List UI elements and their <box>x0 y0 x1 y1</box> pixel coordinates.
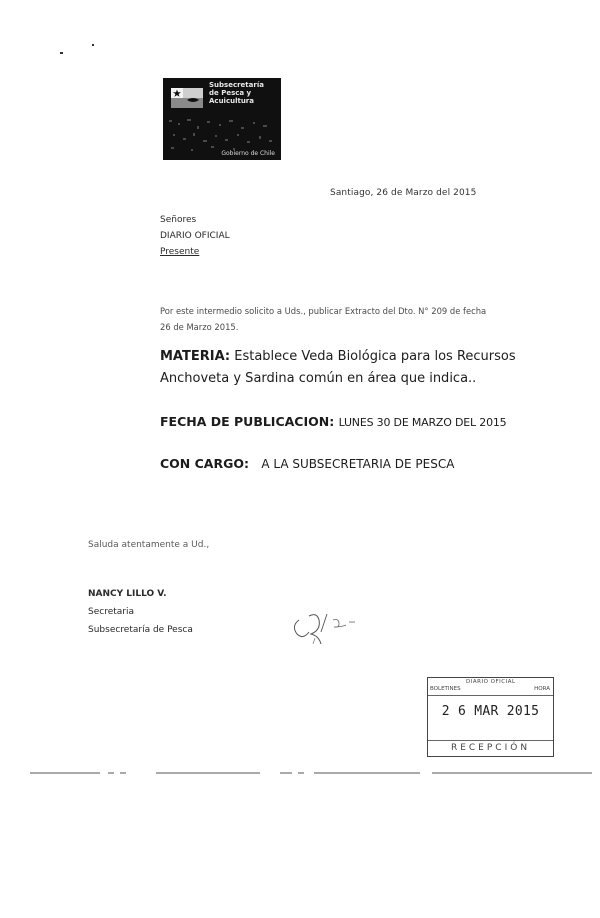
stamp-header-left: BOLETINES <box>430 686 461 692</box>
addressee-block <box>160 212 230 260</box>
scan-speck <box>60 52 63 54</box>
logo-line-2: de Pesca y <box>209 89 252 97</box>
charge-value: A LA SUBSECRETARIA DE PESCA <box>261 457 455 471</box>
government-logo <box>163 78 281 160</box>
publication-date-line <box>160 414 506 429</box>
signer-name: NANCY LILLO V. <box>88 589 167 599</box>
chile-flag-icon <box>167 82 207 114</box>
charge-label: CON CARGO: <box>160 456 249 471</box>
signer-block <box>88 585 193 639</box>
addressee-presente: Presente <box>160 247 200 257</box>
addressee-salutation: Señores <box>160 215 197 225</box>
signer-organization: Subsecretaría de Pesca <box>88 625 193 635</box>
stamp-header <box>428 678 553 696</box>
materia-text: Establece Veda Biológica para los Recursos Anchoveta y Sardina común en área que indica.. <box>160 349 516 386</box>
materia-block <box>160 346 520 390</box>
publication-date-value: LUNES 30 DE MARZO DEL 2015 <box>338 416 507 429</box>
stamp-header-center: DIARIO OFICIAL <box>466 679 516 685</box>
scan-speck <box>92 44 94 46</box>
signer-title: Secretaria <box>88 607 134 617</box>
addressee-name: DIARIO OFICIAL <box>160 231 230 241</box>
charge-line <box>160 456 454 471</box>
materia-label: MATERIA: <box>160 349 231 364</box>
letter-date: Santiago, 26 de Marzo del 2015 <box>330 188 477 198</box>
stamp-header-right: HORA <box>534 686 550 692</box>
logo-government-label: Gobierno de Chile <box>221 150 275 157</box>
reception-stamp <box>427 677 554 757</box>
handwritten-initials <box>285 598 365 648</box>
logo-line-3: Acuicultura <box>209 97 254 105</box>
logo-line-1: Subsecretaría <box>209 81 264 89</box>
stamp-footer: RECEPCIÓN <box>428 740 553 756</box>
scan-baseline <box>30 772 592 774</box>
publication-date-label: FECHA DE PUBLICACION: <box>160 414 335 429</box>
logo-text <box>209 81 279 105</box>
intro-paragraph: Por este intermedio solicito a Uds., publicar Extracto del Dto. N° 209 de fecha 26 de Marzo 2015. <box>160 306 487 332</box>
stamp-date: 2 6 MAR 2015 <box>441 704 540 719</box>
closing-line: Saluda atentamente a Ud., <box>88 540 210 550</box>
